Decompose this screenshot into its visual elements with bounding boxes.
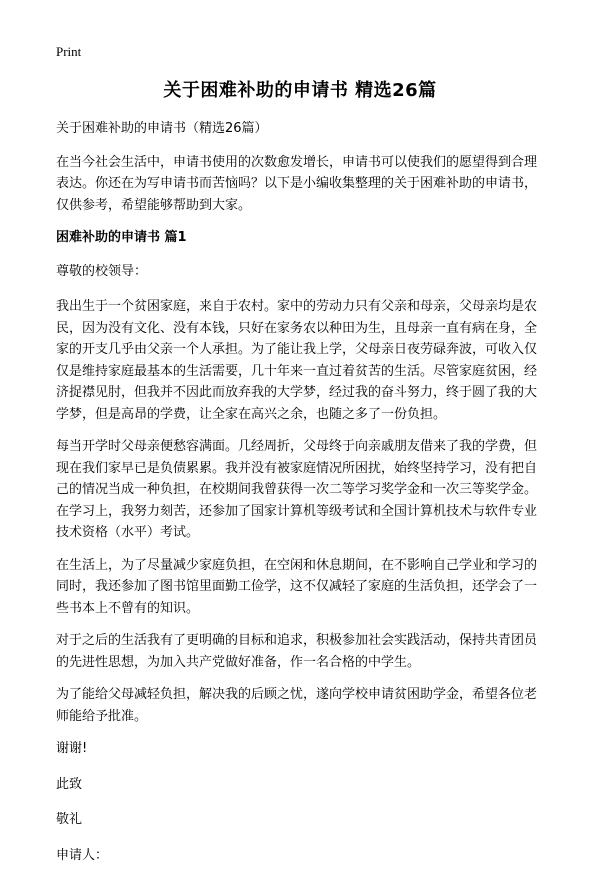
intro-paragraph: 在当今社会生活中，申请书使用的次数愈发增长，申请书可以使我们的愿望得到合理表达。你还在为写申请书而苦恼吗？以下是小编收集整理的关于困难补助的申请书，仅供参考，希望能够帮助到大家。	[56, 154, 538, 213]
document-title: 关于困难补助的申请书 精选26篇	[163, 80, 437, 101]
print-link[interactable]: Print	[56, 44, 82, 59]
body-paragraph-5: 为了能给父母减轻负担，解决我的后顾之忧，遂向学校申请贫困助学金，希望各位老师能给予批准。	[56, 687, 538, 724]
closing-line-2: 敬礼	[56, 812, 83, 827]
body-paragraph-1: 我出生于一个贫困家庭，来自于农村。家中的劳动力只有父亲和母亲，父母亲均是农民，因为没有文化、没有本钱，只好在家务农以种田为生，且母亲一直有病在身，全家的开支几乎由父亲一个人承担。为了能让我上学，父母亲日夜劳碌奔波，可收入仅仅是维持家庭最基本的生活需要，几十年来一直过着贫苦的生活。尽管家庭贫困，经济捉襟见肘，但我并不因此而放弃我的大学梦，经过我的奋斗努力，终于圆了我的大学梦，但是高昂的学费，让全家在高兴之余，也随之多了一份负担。	[56, 299, 538, 422]
applicant-label: 申请人：	[56, 847, 109, 863]
section-heading: 困难补助的申请书 篇1	[56, 230, 187, 245]
thanks-line: 谢谢!	[56, 741, 88, 756]
closing-line-1: 此致	[56, 776, 83, 792]
body-paragraph-2: 每当开学时父母亲便愁容满面。几经周折，父母终于向亲戚朋友借来了我的学费，但现在我们家早已是负债累累。我并没有被家庭情况所困扰，始终坚持学习，没有把自己的情况当成一种负担，在校期间我曾获得一次二等学习奖学金和一次三等奖学金。在学习上，我努力刻苦，还参加了国家计算机等级考试和全国计算机技术与软件专业技术资格（水平）考试。	[56, 439, 538, 540]
salutation: 尊敬的校领导：	[56, 263, 148, 279]
body-paragraph-4: 对于之后的生活我有了更明确的目标和追求，积极参加社会实践活动，保持共青团员的先进性思想，为加入共产党做好准备，作一名合格的中学生。	[56, 633, 538, 670]
document-body	[56, 118, 548, 880]
body-paragraph-3: 在生活上，为了尽量减少家庭负担，在空闲和休息期间，在不影响自己学业和学习的同时，我还参加了图书馆里面勤工俭学，这不仅减轻了家庭的生活负担，还学会了一些书本上不曾有的知识。	[56, 557, 538, 616]
document-subtitle: 关于困难补助的申请书（精选26篇）	[56, 121, 268, 136]
